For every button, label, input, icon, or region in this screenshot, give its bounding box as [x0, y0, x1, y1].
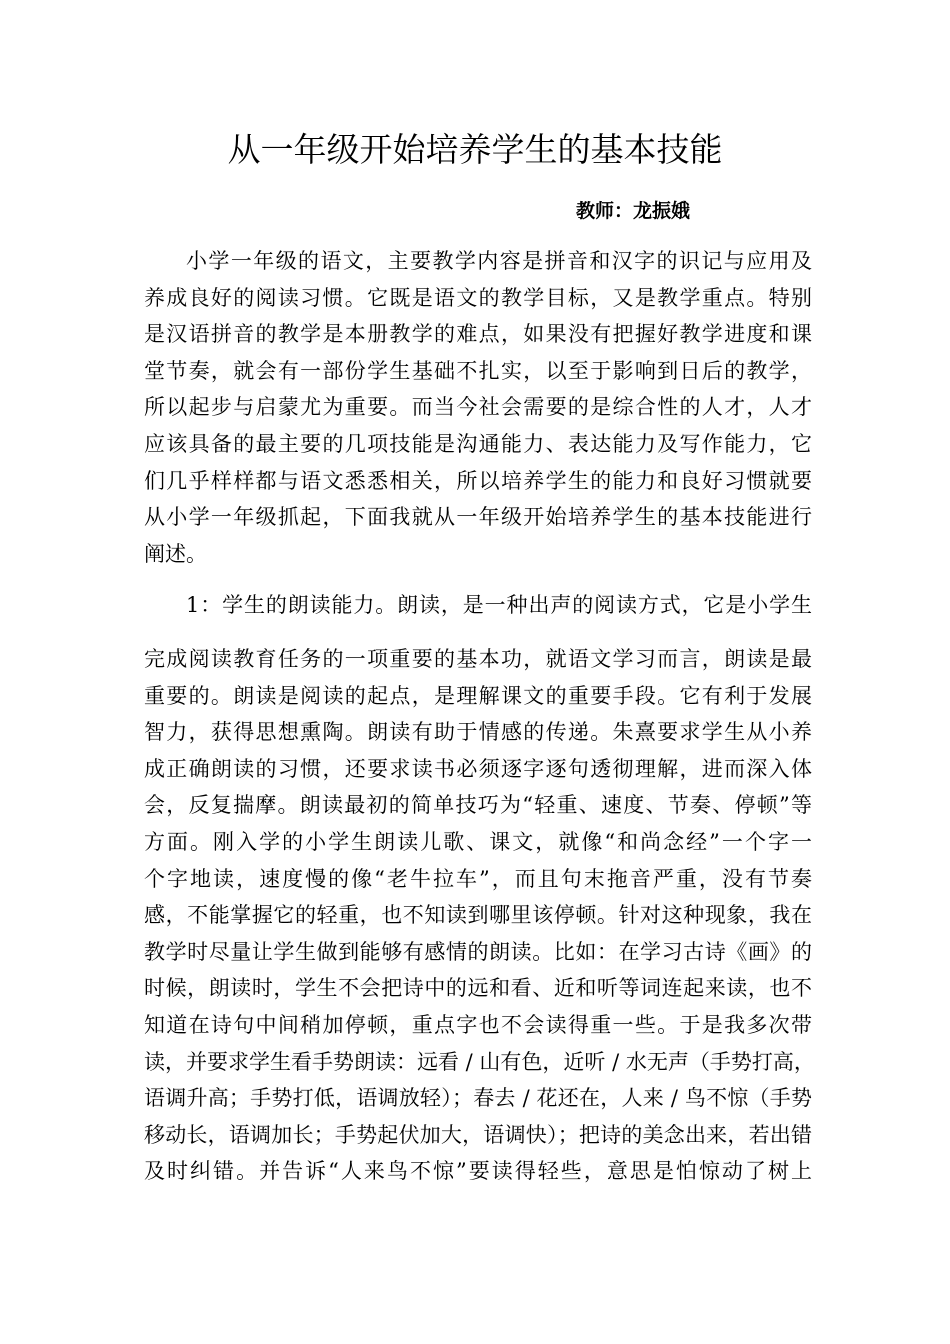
text-line: 是汉语拼音的教学是本册教学的难点，如果没有把握好教学进度和课	[144, 322, 812, 347]
text-line: 时候，朗读时，学生不会把诗中的远和看、近和听等词连起来读，也不	[144, 976, 812, 1001]
text-line: 1：学生的朗读能力。朗读，是一种出声的阅读方式，它是小学生	[186, 593, 812, 617]
text-line: 小学一年级的语文，主要教学内容是拼音和汉字的识记与应用及	[186, 249, 812, 273]
text-line: 知道在诗句中间稍加停顿，重点字也不会读得重一些。于是我多次带	[144, 1012, 812, 1037]
author-line: 教师：龙振娥	[576, 200, 691, 222]
text-line: 们几乎样样都与语文悉悉相关，所以培养学生的能力和良好习惯就要	[144, 468, 812, 493]
text-line: 应该具备的最主要的几项技能是沟通能力、表达能力及写作能力，它	[144, 431, 812, 456]
text-line: 方面。刚入学的小学生朗读儿歌、课文，就像“和尚念经”一个字一	[144, 829, 812, 854]
document-title: 从一年级开始培养学生的基本技能	[227, 130, 723, 169]
paragraph-intro	[144, 243, 812, 572]
text-line: 及时纠错。并告诉“人来鸟不惊”要读得轻些，意思是怕惊动了树上	[144, 1159, 812, 1184]
text-line: 所以起步与启蒙尤为重要。而当今社会需要的是综合性的人才，人才	[144, 395, 812, 420]
text-line: 从小学一年级抓起，下面我就从一年级开始培养学生的基本技能进行	[144, 505, 812, 530]
text-line: 个字地读，速度慢的像“老牛拉车”，而且句末拖音严重，没有节奏	[144, 866, 812, 891]
text-line: 完成阅读教育任务的一项重要的基本功，就语文学习而言，朗读是最	[144, 647, 812, 671]
text-line: 语调升高；手势打低，语调放轻）；春去 / 花还在，人来 / 鸟不惊（手势	[144, 1086, 812, 1111]
text-line: 读，并要求学生看手势朗读：远看 / 山有色，近听 / 水无声（手势打高，	[144, 1049, 815, 1074]
text-line: 会，反复揣摩。朗读最初的简单技巧为“轻重、速度、节奏、停顿”等	[144, 793, 812, 818]
section-1-heading-line	[144, 587, 812, 624]
text-line: 成正确朗读的习惯，还要求读书必须逐字逐句透彻理解，进而深入体	[144, 756, 812, 781]
text-line: 感，不能掌握它的轻重，也不知读到哪里该停顿。针对这种现象，我在	[144, 903, 812, 928]
text-line: 重要的。朗读是阅读的起点，是理解课文的重要手段。它有利于发展	[144, 683, 812, 708]
text-line: 移动长，语调加长；手势起伏加大，语调快）；把诗的美念出来，若出错	[144, 1122, 812, 1147]
text-line: 堂节奏，就会有一部份学生基础不扎实，以至于影响到日后的教学，	[144, 358, 812, 383]
text-line: 养成良好的阅读习惯。它既是语文的教学目标，又是教学重点。特别	[144, 285, 812, 310]
text-line: 阐述。	[144, 541, 207, 566]
text-line: 智力，获得思想熏陶。朗读有助于情感的传递。朱熹要求学生从小养	[144, 720, 812, 745]
text-line: 教学时尽量让学生做到能够有感情的朗读。比如：在学习古诗《画》的	[144, 939, 812, 964]
paragraph-reading-ability	[144, 641, 815, 1190]
